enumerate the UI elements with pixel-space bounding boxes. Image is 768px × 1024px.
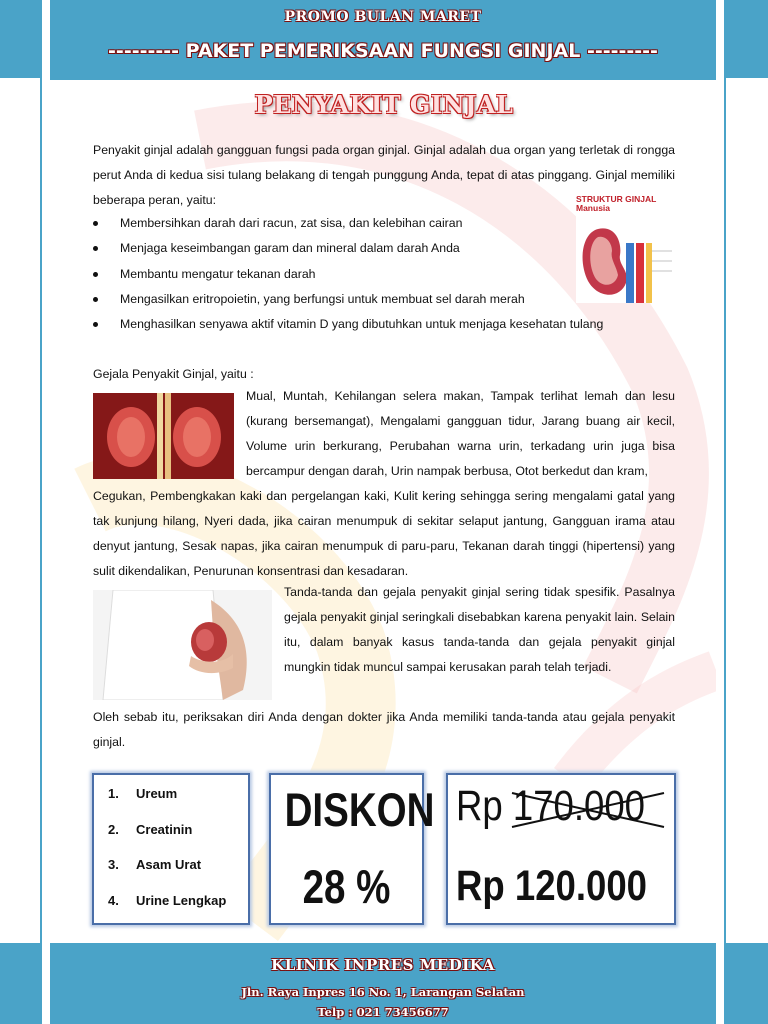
- list-item: Menjaga keseimbangan garam dan mineral dalam darah Anda: [93, 236, 675, 261]
- bullet-icon: [93, 246, 98, 251]
- kidney-photo: [93, 393, 234, 479]
- list-item: 1. Ureum: [108, 786, 178, 801]
- symptoms-heading: Gejala Penyakit Ginjal, yaitu :: [93, 367, 254, 381]
- tests-box: [92, 773, 250, 925]
- symptoms-text-continued: Cegukan, Pembengkakan kaki dan pergelangan kaki, Kulit kering sehingga sering mengalami gatal yang tak kunjung hilang, Nyeri dada, jika cairan menumpuk di sekitar selaput jantung, Gangguan irama atau denyut jantung, Sesak napas, jika cairan menumpuk di paru-paru, Tekanan darah tinggi (hipertensi) yang sulit dikendalikan, Penurunan konsentrasi dan kesadaran.: [93, 489, 675, 578]
- bullet-icon: [93, 297, 98, 302]
- clinic-phone: Telp : 021 73456677: [317, 1005, 449, 1019]
- right-border-line: [724, 0, 726, 1024]
- package-title: --------- PAKET PEMERIKSAAN FUNGSI GINJAL ---------: [108, 40, 658, 62]
- bullet-icon: [93, 322, 98, 327]
- footer-banner: [50, 943, 716, 1024]
- signs-text: Tanda-tanda dan gejala penyakit ginjal sering tidak spesifik. Pasalnya gejala penyakit ginjal seringkali disebabkan karena penyakit lain. Selain itu, dalam banyak kasus tanda-tanda dan gejala penyakit ginjal mungkin tidak muncul sampai kerusakan parah telah terjadi.: [284, 585, 675, 674]
- bullet-icon: [93, 272, 98, 277]
- patient-photo: [93, 590, 272, 700]
- list-item: 4. Urine Lengkap: [108, 892, 227, 908]
- list-item: 3. Asam Urat: [108, 857, 202, 872]
- page-title: PENYAKIT GINJAL: [254, 90, 514, 119]
- left-top-bar: [0, 0, 40, 78]
- list-item: 2. Creatinin: [108, 821, 193, 837]
- tests-list: [94, 775, 248, 927]
- intro-paragraph: Penyakit ginjal adalah gangguan fungsi pada organ ginjal. Ginjal adalah dua organ yang terletak di rongga perut Anda di kedua sisi tulang belakang di tengah punggung Anda, tepat di atas pinggang. Ginjal memiliki beberapa peran, yaitu:: [93, 143, 675, 207]
- closing-text: Oleh sebab itu, periksakan diri Anda dengan dokter jika Anda memiliki tanda-tanda atau gejala penyakit ginjal.: [93, 710, 675, 749]
- old-price: Rp 170.000: [456, 782, 646, 830]
- kidney-structure-diagram: [576, 195, 676, 303]
- diagram-subtitle: Manusia: [576, 203, 611, 213]
- list-item: Membersihkan darah dari racun, zat sisa, dan kelebihan cairan: [93, 211, 675, 236]
- discount-value: 28 %: [302, 860, 391, 913]
- header-banner: [50, 0, 716, 80]
- right-top-bar: [726, 0, 768, 78]
- left-border-line: [40, 0, 42, 1024]
- price-box: [446, 773, 676, 925]
- list-item: Mengasilkan eritropoietin, yang berfungsi untuk membuat sel darah merah: [93, 287, 675, 312]
- right-bottom-bar: [726, 943, 768, 1024]
- list-item: Menghasilkan senyawa aktif vitamin D yang dibutuhkan untuk menjaga kesehatan tulang: [93, 312, 675, 337]
- symptoms-text: Mual, Muntah, Kehilangan selera makan, Tampak terlihat lemah dan lesu (kurang bersemangat), Mengalami gangguan tidur, Jarang buang air kecil, Volume urin berkurang, Perubahan warna urin, terkadang urin juga bisa bercampur dengan darah, Urin nampak berbusa, Otot berkedut dan kram,: [246, 389, 675, 478]
- kidney-icon: [576, 213, 676, 303]
- list-item: Membantu mengatur tekanan darah: [93, 262, 675, 287]
- clinic-address: Jln. Raya Inpres 16 No. 1, Larangan Selatan: [241, 985, 525, 999]
- bullet-icon: [93, 221, 98, 226]
- new-price: Rp 120.000: [456, 862, 647, 910]
- promo-label: PROMO BULAN MARET: [284, 9, 482, 25]
- clinic-name: KLINIK INPRES MEDIKA: [271, 956, 495, 974]
- left-bottom-bar: [0, 943, 40, 1024]
- discount-label: DISKON: [284, 783, 435, 836]
- strikethrough-icon: [508, 787, 668, 833]
- discount-box: [269, 773, 435, 925]
- diagram-title: STRUKTUR GINJAL: [576, 194, 657, 204]
